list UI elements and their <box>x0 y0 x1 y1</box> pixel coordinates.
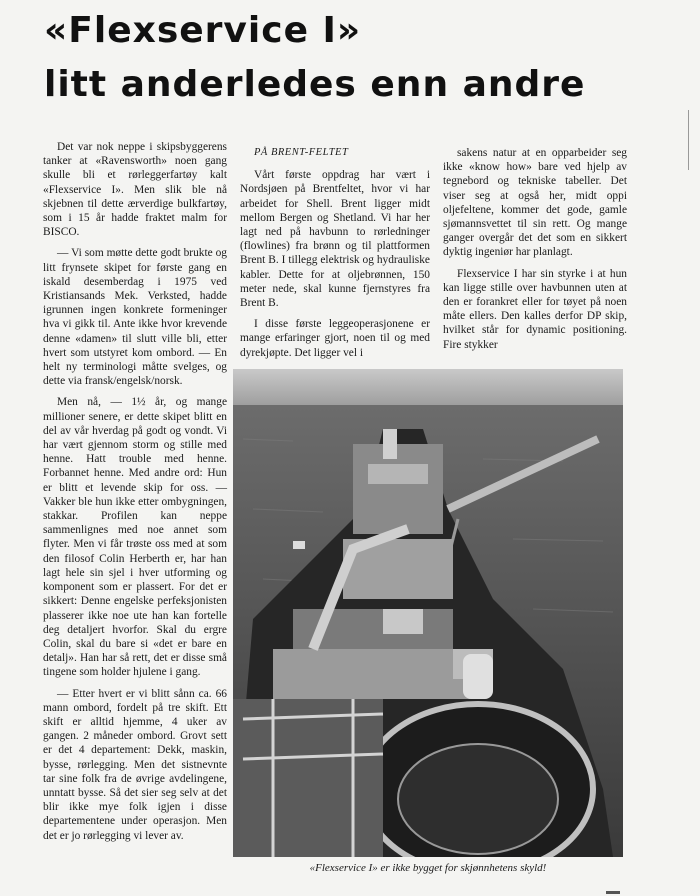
paragraph: Vårt første oppdrag har vært i Nordsjøen på Brentfeltet, hvor vi har arbeidet for Shell. Brent ligger midt mellom Bergen og Shetland. Vi har her lagt ned på havbunn to rørledninger (flowlines) fra brønn og til plattformen Brent B. I tillegg elektrisk og hydrauliske kabler. Dette for at oljebrønnen, 150 meter nede, skal kunne fjernstyres fra Brent B. <box>240 169 430 310</box>
headline-line-2: litt anderledes enn andre <box>44 64 586 105</box>
article-column-1 <box>43 140 227 850</box>
paragraph: — Etter hvert er vi blitt sånn ca. 66 mann ombord, fordelt på tre skift. Ett skift er alltid hjemme, 4 uker av gangen. 2 måneder ombord. Grovt sett er det 4 departement: Dekk, maskin, bysse, rørlegging. Men det sistnevnte tar sine folk fra de øvrige avdelingene, unntatt bysse. Så det sier seg selv at det blir ikke mye folk igjen i disse departementene under operasjon. Men det er jo rørlegging vi lever av. <box>43 687 227 842</box>
article-column-2 <box>240 146 430 367</box>
photo-caption: «Flexservice I» er ikke bygget for skjønnhetens skyld! <box>309 862 547 874</box>
paragraph: Men nå, — 1½ år, og mange millioner senere, er dette skipet blitt en del av vår hverdag på godt og vondt. Vi har vært gjennom storm og stille med henne. Hatt trouble med henne. Forbannet henne. Med andre ord: Hun er blitt et levende skip for oss. — Vakker ble hun ikke etter ombygningen, stakkar. Profilen kan neppe sammenlignes med noe annet som flyter. Men vi får trøste oss med at som den filosof Colin Herberth er, har han lagt hele sin sjel i hver utforming og komponent som er plassert. For det er sikkert: Denne engelske perfeksjonisten plasserer ikke noe ute han kan fortelle deg detaljert hvorfor. Skal du ergre Colin, skal du bare si «det er bare en detalj». Han har så rett, det er disse små tingene som holder hjulene i gang. <box>43 396 227 679</box>
paragraph: Det var nok neppe i skipsbyggerens tanker at «Ravensworth» noen gang skulle bli et rørleggerfartøy kalt «Flexservice I». Men slik ble nå skjebnen til dette ærverdige bulkfartøy, som i 15 år hadde fraktet malm for BISCO. <box>43 141 227 239</box>
section-subheading: PÅ BRENT-FELTET <box>254 147 349 158</box>
paragraph: — Vi som møtte dette godt brukte og litt frynsete skipet for første gang en iskald desemberdag i 1975 ved Kristiansands Mek. Verksted, hadde igrunnen ingen konkrete formeninger hva vi gikk til. Ante ikke hvor krevende denne «damen» til slutt ville bli, etter hvert som utstyret kom ombord. — En helt ny terminologi måtte svelges, og dette via fransk/engelsk/norsk. <box>43 247 227 388</box>
article-column-3 <box>443 146 627 359</box>
paragraph: Flexservice I har sin styrke i at hun kan ligge stille over havbunnen uten at den er forankret eller for tøyet på noen måte ellers. Den kalles derfor DP skip, hvilket står for dynamic positioning. Fire stykker <box>443 267 627 351</box>
page-mark <box>606 891 620 894</box>
headline-line-1: «Flexservice I» <box>44 10 362 51</box>
paragraph: I disse første leggeoperasjonene er mange erfaringer gjort, noen til og med dyrekjøpte. Det ligger vel i <box>240 318 430 359</box>
ship-photo <box>233 369 623 857</box>
paragraph: sakens natur at en opparbeider seg ikke «know how» bare ved hjelp av tegnebord og tekniske tabeller. Det viser seg at også her, midt oppi oljefeltene, kommer det gode, gamle sjømannsvettet til sin rett. Og mange ganger overgår det det som en sikkert dyktig ingeniør har planlagt. <box>443 147 627 259</box>
binding-edge <box>688 110 697 170</box>
